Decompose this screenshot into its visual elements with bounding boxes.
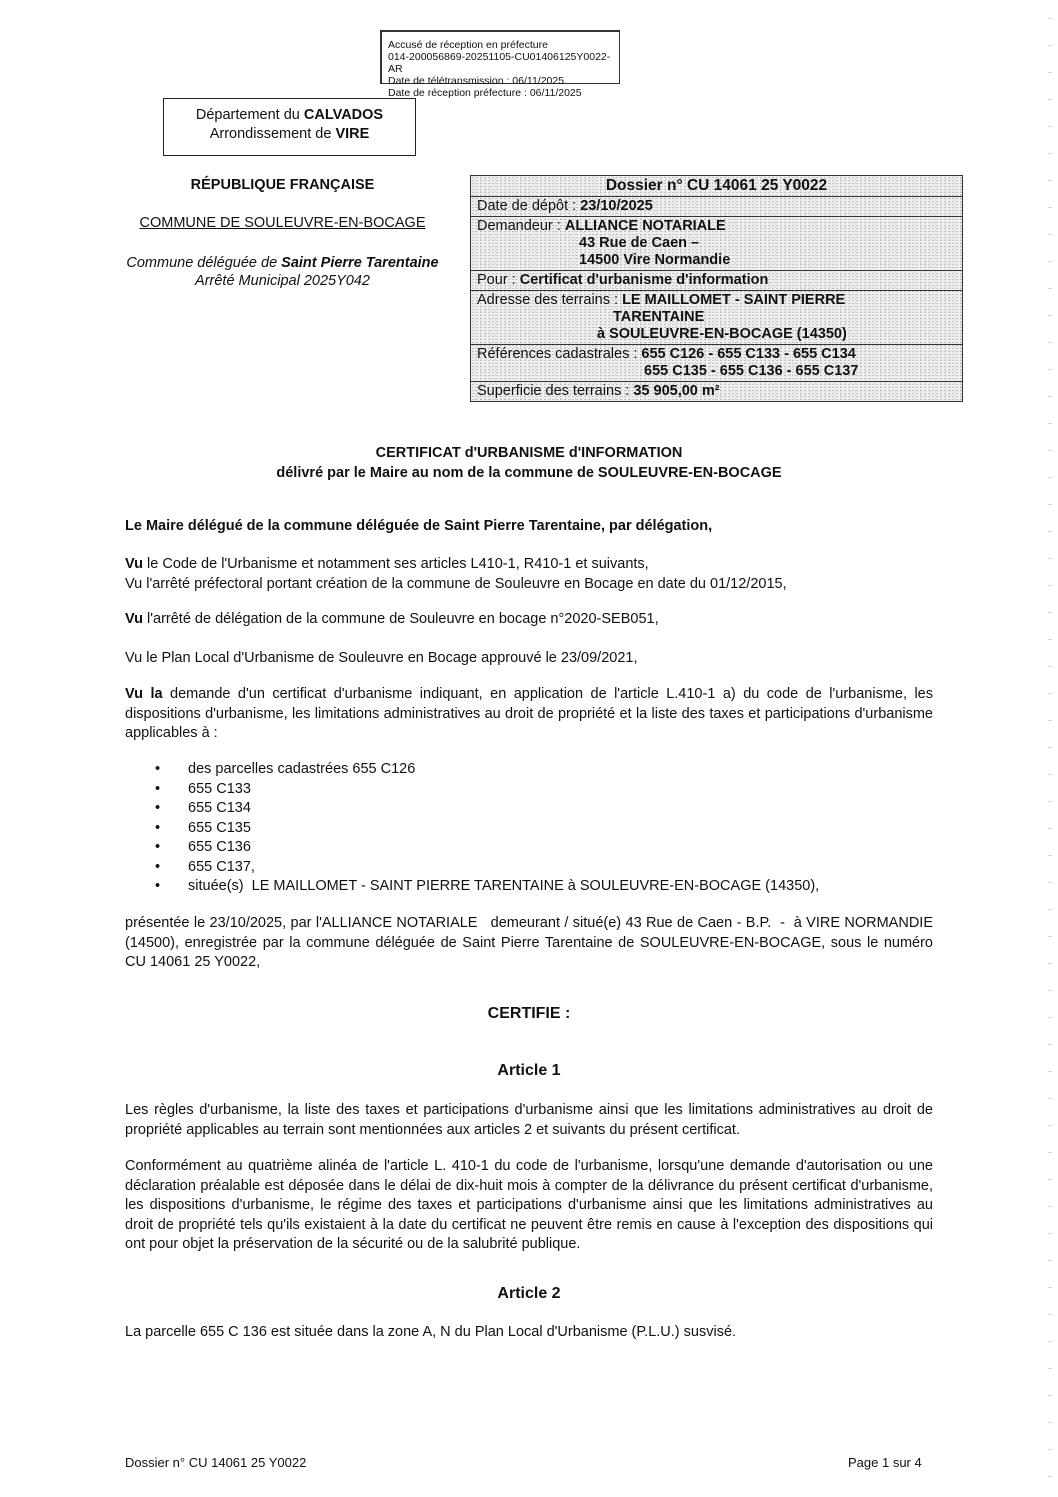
vu-arrete-prefectoral: Vu l'arrêté préfectoral portant création de la commune de Souleuvre en Bocage en date du 01/12/2015, (125, 575, 787, 592)
certificate-title-line-1: CERTIFICAT d'URBANISME d'INFORMATION (375, 445, 683, 461)
applicant-label: Demandeur : (477, 218, 565, 234)
land-address-row (471, 291, 962, 345)
list-item (155, 877, 819, 897)
delegated-prefix: Commune déléguée de (126, 255, 282, 271)
certificate-title (0, 443, 1058, 483)
purpose-value: Certificat d'urbanisme d'information (519, 272, 769, 288)
republic-heading: RÉPUBLIQUE FRANÇAISE (190, 177, 375, 193)
vu-text: le Code de l'Urbanisme et notamment ses articles L410-1, R410-1 et suivants, (143, 556, 649, 572)
purpose-row (471, 271, 962, 291)
dossier-title-row (471, 176, 962, 197)
stamp-line: Date de télétransmission : 06/11/2025 (388, 75, 565, 87)
arrondissement-line (164, 125, 415, 144)
article-2-paragraph-1: La parcelle 655 C 136 est située dans la zone A, N du Plan Local d'Urbanisme (P.L.U.) susvisé. (125, 1324, 737, 1340)
presented-paragraph: présentée le 23/10/2025, par l'ALLIANCE NOTARIALE demeurant / situé(e) 43 Rue de Caen - B.P. - à VIRE NORMANDIE (14500), enregistrée par la commune déléguée de Saint Pierre Tarentaine de SOULEUVRE-EN-BOCAGE, sous le numéro CU 14061 25 Y0022, (125, 915, 938, 970)
parcel-list (155, 760, 819, 897)
vu-demande (125, 685, 933, 744)
arrondissement-name: VIRE (335, 126, 370, 142)
delegated-name: Saint Pierre Tarentaine (281, 255, 439, 271)
arrete-number: Arrêté Municipal 2025Y042 (195, 273, 370, 289)
parcel-text: des parcelles cadastrées 655 C126 (188, 761, 416, 777)
dossier-info-box (470, 175, 963, 402)
vu-label: Vu (125, 556, 143, 572)
bullet-icon: • (155, 800, 161, 816)
dossier-title: Dossier n° CU 14061 25 Y0022 (605, 177, 828, 194)
footer-dossier-number: Dossier n° CU 14061 25 Y0022 (125, 1455, 307, 1470)
area-value: 35 905,00 m² (633, 383, 720, 399)
list-item (155, 858, 819, 878)
bullet-icon: • (155, 878, 161, 894)
footer-page-number: Page 1 sur 4 (848, 1455, 922, 1470)
cadastral-row (471, 345, 962, 382)
list-item (155, 760, 819, 780)
cadastral-refs-2: 655 C135 - 655 C136 - 655 C137 (644, 363, 859, 379)
article-1-paragraph-1: Les règles d'urbanisme, la liste des taxes et participations d'urbanisme ainsi que les limitations administratives au droit de propriété applicables au terrain sont mentionnées aux articles 2 et suivants du présent certificat. (125, 1102, 933, 1138)
area-label: Superficie des terrains : (477, 383, 634, 399)
applicant-address-1: 43 Rue de Caen – (579, 235, 700, 251)
prefecture-receipt-stamp (380, 30, 620, 99)
vu-code-urbanisme (125, 555, 933, 594)
list-item (155, 838, 819, 858)
delegated-commune-block (105, 254, 460, 290)
vu-label: Vu la (125, 686, 163, 702)
vu-text: demande d'un certificat d'urbanisme indiquant, en application de l'article L.410-1 a) du code de l'urbanisme, les dispositions d'urbanisme, les limitations administratives au droit de propriété et la liste des taxes et participations d'urbanisme applicables à : (125, 686, 933, 741)
arrondissement-prefix: Arrondissement de (209, 126, 336, 142)
applicant-row (471, 217, 962, 271)
parcel-text: située(s) LE MAILLOMET - SAINT PIERRE TARENTAINE à SOULEUVRE-EN-BOCAGE (14350), (188, 878, 820, 894)
article-1-paragraph-2: Conformément au quatrième alinéa de l'article L. 410-1 du code de l'urbanisme, lorsqu'une demande d'autorisation ou une déclaration préalable est déposée dans le délai de dix-huit mois à compter de la délivrance du présent certificat d'urbanisme, les dispositions d'urbanisme, le régime des taxes et participations d'urbanisme ainsi que les limitations administratives au droit de propriété tels qu'ils existaient à la date du certificat ne peuvent être remis en cause à l'exception des dispositions qui ont pour objet la préservation de la sécurité ou de la salubrité publique. (125, 1158, 933, 1252)
bullet-icon: • (155, 819, 161, 836)
land-address-label: Adresse des terrains : (477, 292, 623, 308)
certificate-title-line-2: délivré par le Maire au nom de la commune de SOULEUVRE-EN-BOCAGE (276, 465, 782, 481)
article-2-heading: Article 2 (497, 1285, 561, 1302)
commune-heading: COMMUNE DE SOULEUVRE-EN-BOCAGE (139, 215, 426, 231)
stamp-line: 014-200056869-20251105-CU01406125Y0022-AR (388, 51, 611, 75)
mayor-intro (125, 517, 933, 537)
bullet-icon: • (155, 839, 161, 855)
department-prefix: Département du (195, 107, 304, 123)
bullet-icon: • (155, 780, 161, 797)
deposit-date-label: Date de dépôt : (477, 198, 581, 214)
area-row (471, 382, 962, 401)
delegated-commune-line (105, 254, 460, 272)
list-item (155, 799, 819, 819)
purpose-label: Pour : (477, 272, 520, 288)
parcel-text: 655 C135 (188, 819, 251, 836)
list-item (155, 819, 819, 839)
department-name: CALVADOS (303, 107, 384, 123)
land-address-3: à SOULEUVRE-EN-BOCAGE (14350) (597, 326, 847, 342)
deposit-date-row (471, 197, 962, 217)
bullet-icon: • (155, 858, 161, 875)
vu-plu: Vu le Plan Local d'Urbanisme de Souleuvre en Bocage approuvé le 23/09/2021, (125, 650, 638, 666)
bullet-icon: • (155, 761, 161, 777)
cadastral-refs-1: 655 C126 - 655 C133 - 655 C134 (641, 346, 856, 362)
land-address-2: TARENTAINE (613, 309, 705, 325)
vu-delegation (125, 610, 933, 630)
parcel-text: 655 C134 (188, 800, 251, 816)
applicant-name: ALLIANCE NOTARIALE (564, 218, 726, 234)
vu-label: Vu (125, 611, 143, 627)
stamp-line: Date de réception préfecture : 06/11/2025 (388, 87, 582, 99)
parcel-text: 655 C137, (188, 858, 255, 875)
parcel-text: 655 C133 (188, 780, 251, 797)
parcel-text: 655 C136 (188, 839, 251, 855)
mayor-intro-text: Le Maire délégué de la commune déléguée de Saint Pierre Tarentaine, par délégation, (125, 518, 713, 534)
stamp-line: Accusé de réception en préfecture (388, 39, 548, 51)
cadastral-label: Références cadastrales : (477, 346, 642, 362)
scan-edge-artifact (1048, 0, 1052, 1497)
department-box (163, 98, 416, 156)
applicant-address-2: 14500 Vire Normandie (579, 252, 731, 268)
list-item (155, 780, 819, 800)
certifie-heading: CERTIFIE : (487, 1005, 571, 1022)
department-line (164, 106, 415, 125)
article-1-heading: Article 1 (497, 1062, 561, 1079)
land-address-1: LE MAILLOMET - SAINT PIERRE (622, 292, 846, 308)
deposit-date-value: 23/10/2025 (580, 198, 653, 214)
vu-text: l'arrêté de délégation de la commune de Souleuvre en bocage n°2020-SEB051, (143, 611, 659, 627)
